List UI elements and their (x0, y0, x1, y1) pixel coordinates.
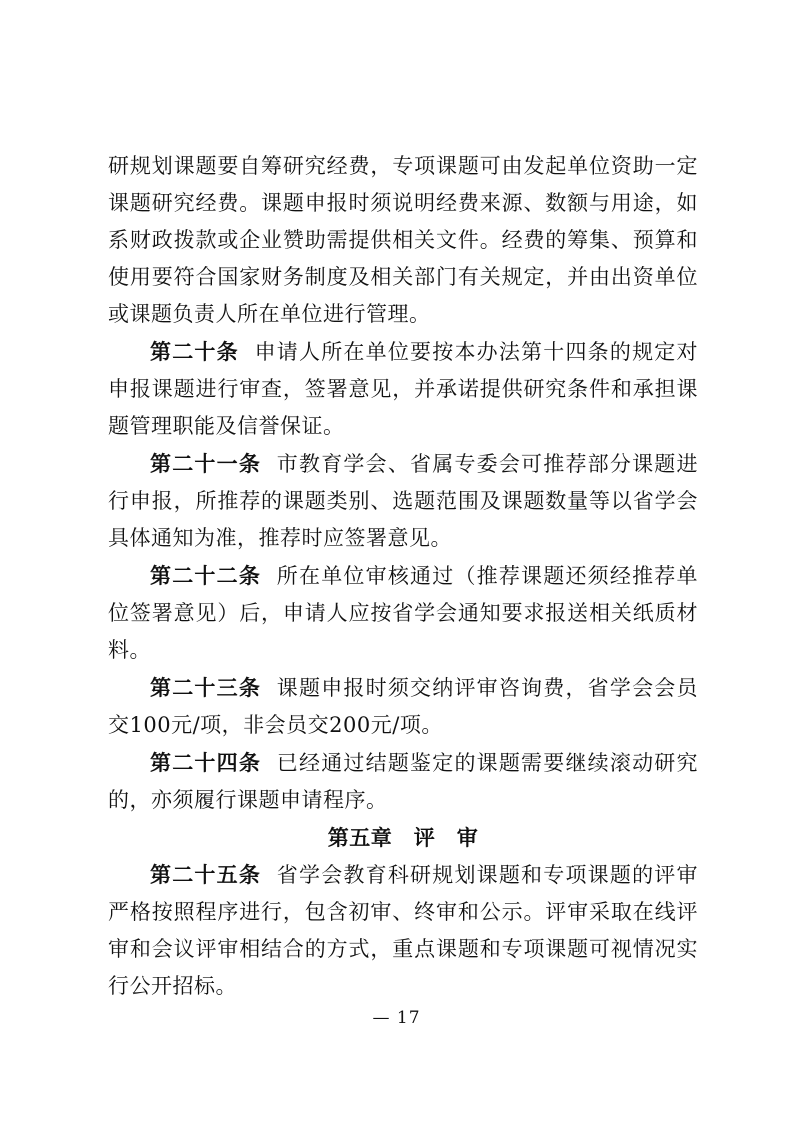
article-22 (108, 557, 698, 669)
paragraph-text: 研规划课题要自筹研究经费，专项课题可由发起单位资助一定课题研究经费。课题申报时须说明经费来源、数额与用途，如系财政拨款或企业赞助需提供相关文件。经费的筹集、预算和使用要符合国家财务制度及相关部门有关规定，并由出资单位或课题负责人所在单位进行管理。 (108, 154, 698, 326)
article-24 (108, 744, 698, 819)
paragraph-continuation (108, 148, 698, 333)
page-number: — 17 (372, 1008, 421, 1028)
article-number: 第二十五条 (150, 862, 262, 887)
article-number: 第二十一条 (150, 451, 262, 476)
article-number: 第二十四条 (150, 750, 262, 775)
article-number: 第二十条 (150, 339, 239, 364)
article-text: 所在单位审核通过（推荐课题还须经推荐单位签署意见）后，申请人应按省学会通知要求报送相关纸质材料。 (108, 564, 698, 662)
article-text: 省学会教育科研规划课题和专项课题的评审严格按照程序进行，包含初审、终审和公示。评审采取在线评审和会议评审相结合的方式，重点课题和专项课题可视情况实行公开招标。 (108, 863, 698, 998)
article-25 (108, 856, 698, 1005)
article-text: 已经通过结题鉴定的课题需要继续滚动研究的，亦须履行课题申请程序。 (108, 751, 698, 812)
article-23 (108, 669, 698, 744)
article-20 (108, 333, 698, 445)
chapter-heading: 第五章 评 审 (327, 825, 479, 850)
article-text: 市教育学会、省属专委会可推荐部分课题进行申报，所推荐的课题类别、选题范围及课题数量等以省学会具体通知为准，推荐时应签署意见。 (108, 452, 698, 550)
article-number: 第二十三条 (150, 675, 262, 700)
document-page (108, 148, 698, 1005)
article-21 (108, 445, 698, 557)
article-text: 课题申报时须交纳评审咨询费，省学会会员交100元/项，非会员交200元/项。 (108, 676, 698, 737)
article-text: 申请人所在单位要按本办法第十四条的规定对申报课题进行审查，签署意见，并承诺提供研究条件和承担课题管理职能及信誉保证。 (108, 340, 698, 438)
article-number: 第二十二条 (150, 563, 262, 588)
